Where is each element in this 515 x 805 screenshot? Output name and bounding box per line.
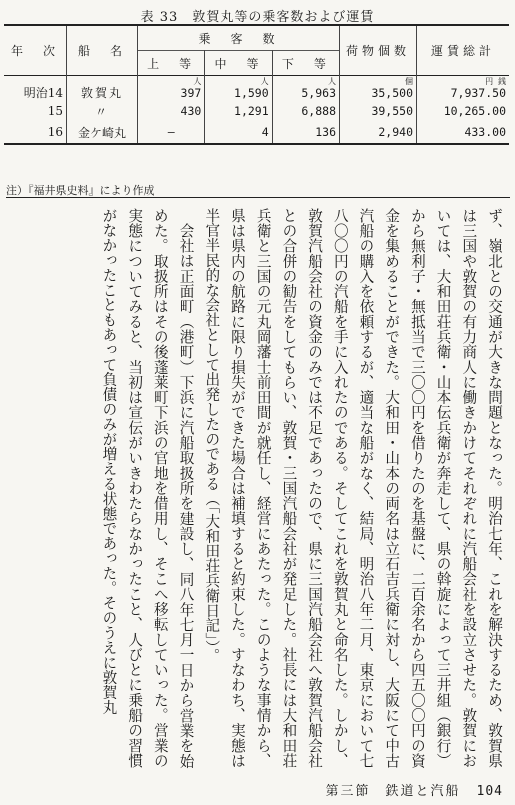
paragraph: 会社は正面町（港町）下浜に汽船取扱所を建設し、同八年七月一日から営業を始めた。取扱所はその後蓬莱町下浜の官地を借用し、そこへ移転していった。営業の実態についてみると、当初は宣伝がいきわたらなかったこと、人びとに乗船の習慣がなかったこともあって負債のみが増える状態であった。そのうえに敦賀丸 (100, 208, 195, 768)
header-first-class: 上 等 (138, 51, 205, 76)
divider (6, 197, 510, 198)
body-text (96, 208, 507, 768)
page-footer (326, 780, 504, 799)
table-note: 注）『福井県史料』により作成 (6, 184, 155, 197)
table-row: 明治14 敦賀丸 人 397 人 1,590 人 5,963 個 35,500 円 銭 7,937.50 (4, 76, 509, 102)
passenger-table (4, 24, 509, 145)
table-row: 16 金ケ崎丸 — 4 136 2,940 433.00 (4, 121, 509, 144)
header-third-class: 下 等 (272, 51, 339, 76)
header-second-class: 中 等 (205, 51, 272, 76)
header-ship: 船 名 (67, 25, 138, 76)
header-cargo: 荷物個数 (340, 25, 417, 76)
table-caption: 表 33 敦賀丸等の乗客数および運賃 (140, 10, 375, 25)
header-year: 年 次 (4, 25, 67, 76)
paragraph: ず、嶺北との交通が大きな問題となった。明治七年、これを解決するため、敦賀県は三国や敦賀の有力商人に働きかけてそれぞれに汽船会社を設立させた。敦賀においては、大和田荘兵衛・山本伝兵衛が奔走して、県の斡旋によって三井組（銀行）から無利子・無抵当で三〇〇円を借りたのを基盤に、二百余名から四五〇〇円の資金を集めることができた。大和田・山本の両名は立石吉兵衛に対し、大阪にて中古汽船の購入を依頼するが、適当な船がなく、結局、明治八年二月、東京において七八〇〇円の汽船を手に入れたのである。そしてこれを敦賀丸と命名した。しかし、敦賀汽船会社の資金のみでは不足であったので、県に三国汽船会社へ敦賀汽船会社との合併の勧告をしてもらい、敦賀・三国汽船会社が発足した。社長には大和田荘兵衛と三国の元丸岡藩士前田間が就任し、経営にあたった。このような事情から、県は県内の航路に限り損失ができた場合は補填すると約束した。すなわち、実態は半官半民的な会社として出発したのである（「大和田荘兵衛日記」）。 (203, 208, 503, 768)
header-passengers: 乗 客 数 (138, 25, 340, 51)
section-title: 第三節 鉄道と汽船 (325, 784, 461, 799)
header-fare: 運賃総計 (430, 44, 495, 58)
table-row: 15 〃 430 1,291 6,888 39,550 10,265.00 (4, 101, 509, 121)
page-number: 104 (476, 784, 503, 799)
